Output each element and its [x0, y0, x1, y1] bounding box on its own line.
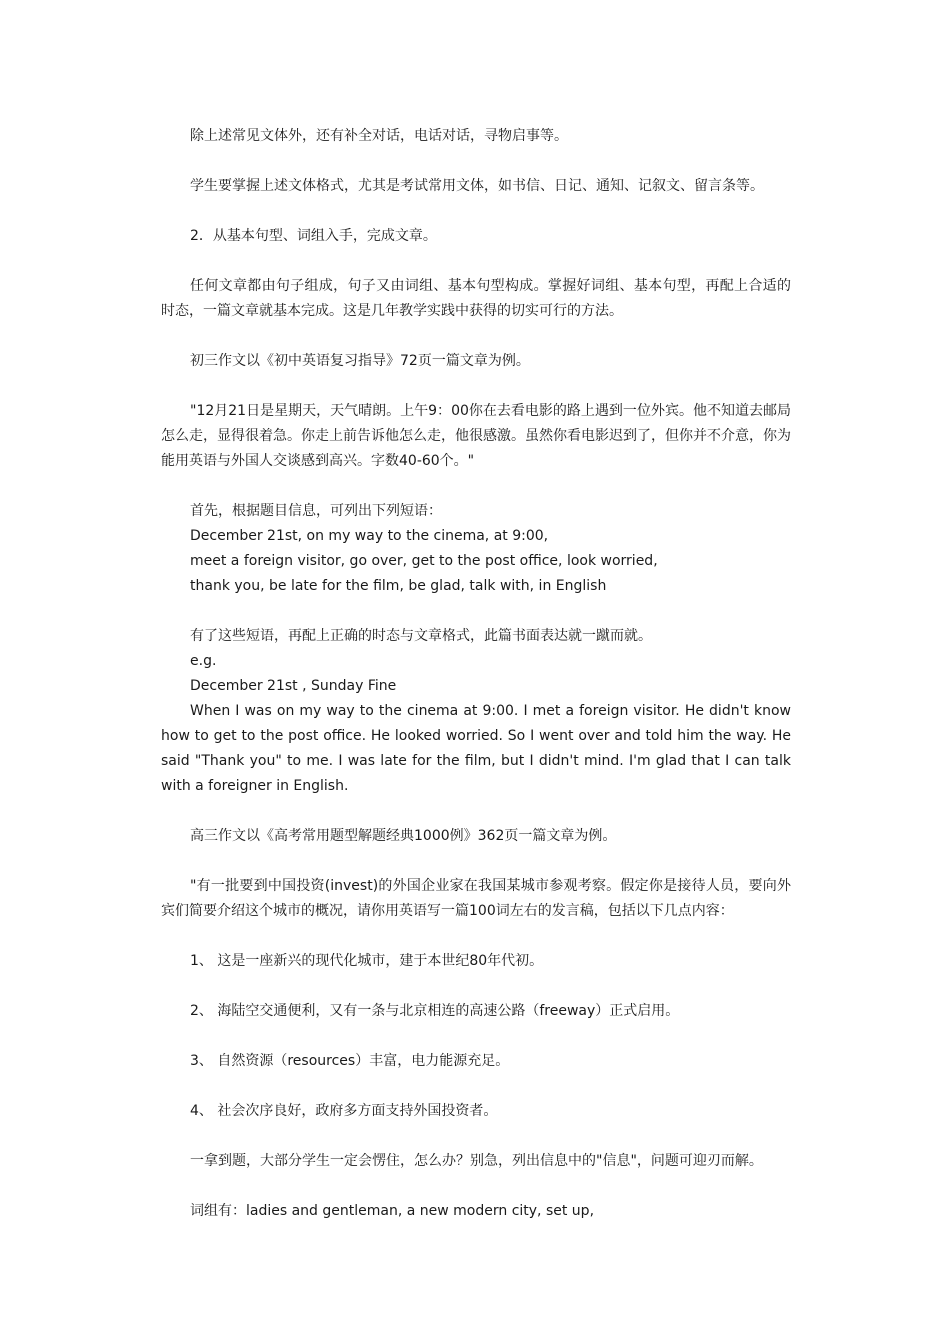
paragraph-junior-example-intro: 初三作文以《初中英语复习指导》72页一篇文章为例。 [190, 353, 530, 369]
list-item-1: 1、 这是一座新兴的现代化城市，建于本世纪80年代初。 [190, 953, 544, 969]
paragraph-gap [161, 249, 791, 274]
paragraph-gap [161, 1124, 791, 1149]
list-item-2: 2、 海陆空交通便利，又有一条与北京相连的高速公路（freeway）正式启用。 [190, 1003, 680, 1019]
paragraph-with-phrases: 有了这些短语，再配上正确的时态与文章格式，此篇书面表达就一蹴而就。 [190, 628, 652, 644]
paragraph-gap [161, 474, 791, 499]
paragraph-gap [161, 1174, 791, 1199]
phrase-line-2: meet a foreign visitor, go over, get to the post office, look worried, [190, 553, 658, 569]
paragraph-gap [161, 849, 791, 874]
paragraph-junior-prompt: "12月21日是星期天，天气晴朗。上午9：00你在去看电影的路上遇到一位外宾。他不知道去邮局怎么走，显得很着急。你走上前告诉他怎么走，他很感激。虽然你看电影迟到了，但你并不介意，你为能用英语与外国人交谈感到高兴。字数40-60个。" [161, 403, 791, 469]
paragraph-gap [161, 924, 791, 949]
paragraph-gap [161, 149, 791, 174]
document-body [161, 124, 791, 1224]
paragraph-gap [161, 1024, 791, 1049]
paragraph-phrase-list-intro: 首先，根据题目信息，可列出下列短语： [190, 503, 442, 519]
phrase-line-3: thank you, be late for the film, be glad, talk with, in English [190, 578, 607, 594]
paragraph-gap [161, 199, 791, 224]
paragraph-gap [161, 974, 791, 999]
paragraph-gap [161, 599, 791, 624]
example-essay-body: When I was on my way to the cinema at 9:00. I met a foreign visitor. He didn't know how to get to the post office. He looked worried. So I went over and told him the way. He said "Thank you" to me. I was late for the film, but I didn't mind. I'm glad that I can talk with a foreigner in English. [161, 703, 791, 794]
paragraph-gap [161, 1074, 791, 1099]
paragraph-gap [161, 374, 791, 399]
paragraph-master-formats: 学生要掌握上述文体格式，尤其是考试常用文体，如书信、日记、通知、记叙文、留言条等。 [190, 178, 764, 194]
list-item-4: 4、 社会次序良好，政府多方面支持外国投资者。 [190, 1103, 498, 1119]
paragraph-senior-example-intro: 高三作文以《高考常用题型解题经典1000例》362页一篇文章为例。 [190, 828, 617, 844]
list-item-3: 3、 自然资源（resources）丰富，电力能源充足。 [190, 1053, 510, 1069]
example-date-line: December 21st , Sunday Fine [190, 678, 397, 694]
example-label: e.g. [190, 653, 217, 669]
paragraph-gap [161, 324, 791, 349]
paragraph-other-genres: 除上述常见文体外，还有补全对话，电话对话，寻物启事等。 [190, 128, 568, 144]
paragraph-sentence-composition: 任何文章都由句子组成，句子又由词组、基本句型构成。掌握好词组、基本句型，再配上合适的时态，一篇文章就基本完成。这是几年教学实践中获得的切实可行的方法。 [161, 278, 791, 319]
paragraph-gap [161, 799, 791, 824]
phrase-line-1: December 21st, on my way to the cinema, at 9:00, [190, 528, 549, 544]
section-heading-2: 2．从基本句型、词组入手，完成文章。 [190, 228, 437, 244]
paragraph-phrases-start: 词组有：ladies and gentleman, a new modern city, set up, [190, 1203, 595, 1219]
paragraph-dont-panic: 一拿到题，大部分学生一定会愣住，怎么办？别急，列出信息中的"信息"，问题可迎刃而解。 [190, 1153, 763, 1169]
paragraph-senior-prompt: "有一批要到中国投资(invest)的外国企业家在我国某城市参观考察。假定你是接待人员，要向外宾们简要介绍这个城市的概况，请你用英语写一篇100词左右的发言稿，包括以下几点内容： [161, 878, 791, 919]
